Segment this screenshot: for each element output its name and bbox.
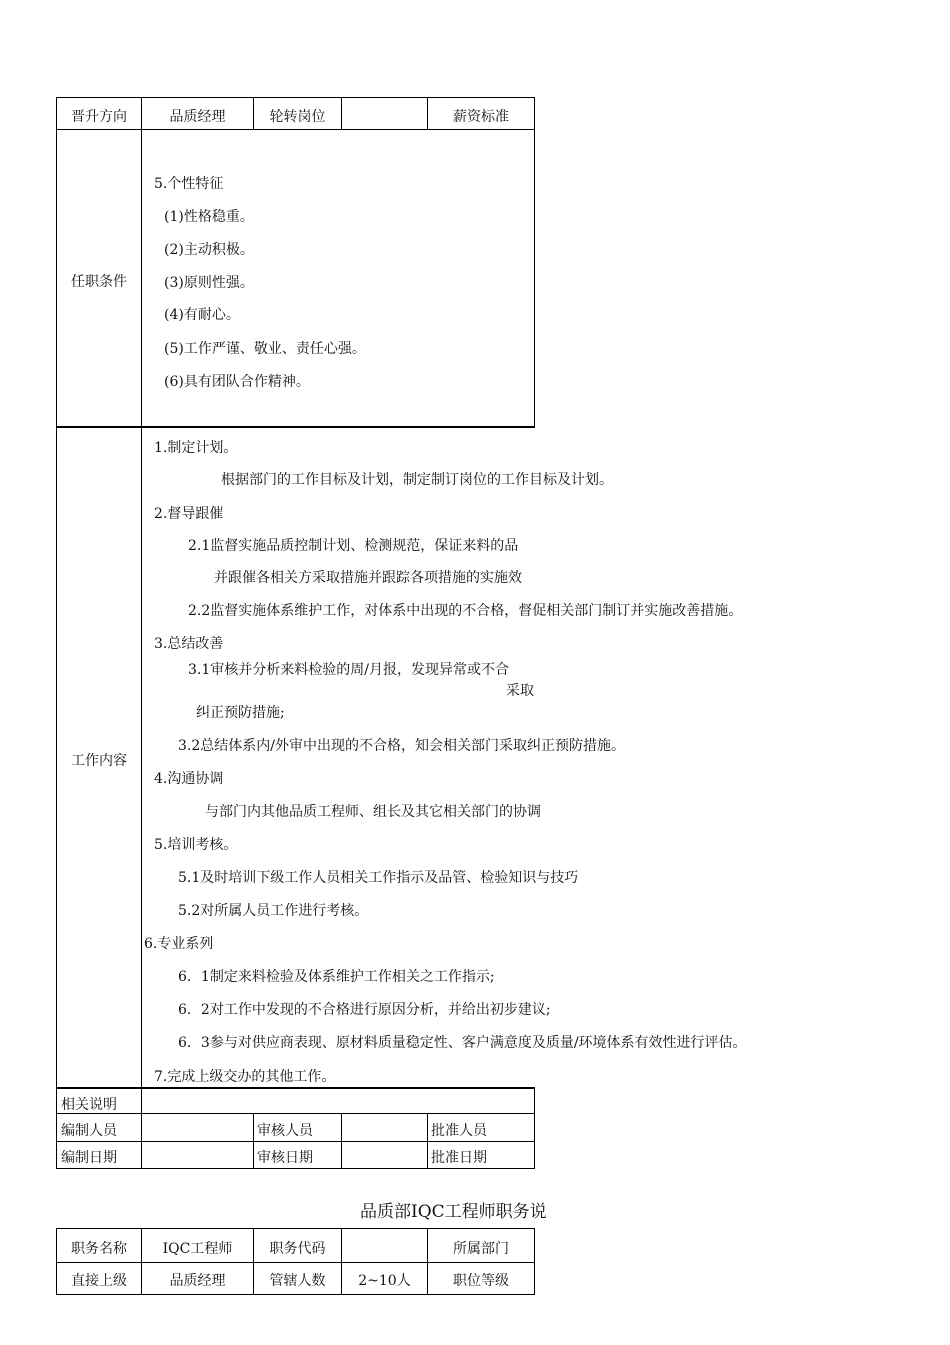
table-border (534, 1087, 535, 1169)
work-line: 6．1制定来料检验及体系维护工作相关之工作指示; (178, 969, 495, 985)
table-border (341, 1113, 342, 1169)
promotion-value: 品质经理 (169, 109, 226, 125)
work-line: 4.沟通协调 (154, 771, 224, 787)
work-line: 3.1审核并分析来料检验的周/月报，发现异常或不合 (188, 662, 509, 678)
work-line: 5.1及时培训下级工作人员相关工作指示及品管、检验知识与技巧 (178, 870, 579, 886)
work-line: 2.督导跟催 (154, 506, 224, 522)
qualification-line: (2)主动积极。 (164, 242, 254, 258)
work-line: 5.2对所属人员工作进行考核。 (178, 903, 369, 919)
work-line: 5.培训考核。 (154, 837, 238, 853)
table-border (56, 1087, 535, 1089)
approved-by-label: 批准人员 (431, 1123, 487, 1139)
table-border (427, 1113, 428, 1169)
work-line: 6．2对工作中发现的不合格进行原因分析，并给出初步建议; (178, 1002, 551, 1018)
qualification-line: (1)性格稳重。 (164, 209, 254, 225)
supervisor-value: 品质经理 (169, 1273, 226, 1289)
table-border (56, 1141, 535, 1142)
work-line: 与部门内其他品质工程师、组长及其它相关部门的协调 (205, 804, 541, 820)
work-line: 1.制定计划。 (154, 440, 238, 456)
job-name-label: 职务名称 (71, 1241, 127, 1257)
work-content-label: 工作内容 (71, 753, 127, 769)
reviewed-date-label: 审核日期 (257, 1150, 313, 1166)
table-border (56, 1294, 535, 1295)
table-border (56, 1113, 535, 1114)
table-border (56, 97, 535, 98)
headcount-label: 管辖人数 (269, 1273, 326, 1289)
department-label: 所属部门 (453, 1241, 509, 1257)
work-line: 3.总结改善 (154, 636, 224, 652)
approved-date-label: 批准日期 (431, 1150, 487, 1166)
notes-label: 相关说明 (61, 1097, 117, 1113)
qualification-line: (5)工作严谨、敬业、责任心强。 (164, 341, 366, 357)
qualification-line: (4)有耐心。 (164, 307, 240, 323)
work-line: 2.2监督实施体系维护工作，对体系中出现的不合格，督促相关部门制订并实施改善措施。 (188, 603, 743, 619)
work-line: 3.2总结体系内/外审中出现的不合格，知会相关部门采取纠正预防措施。 (178, 738, 625, 754)
reviewed-by-label: 审核人员 (257, 1123, 313, 1139)
table-border (56, 1228, 535, 1229)
work-line: 并跟催各相关方采取措施并跟踪各项措施的实施效 (214, 570, 522, 586)
table-border (341, 97, 342, 130)
qualification-line: (6)具有团队合作精神。 (164, 374, 310, 390)
rotation-label: 轮转岗位 (269, 109, 326, 125)
work-line: 根据部门的工作目标及计划，制定制订岗位的工作目标及计划。 (221, 472, 613, 488)
table-border (253, 1113, 254, 1169)
work-line: 纠正预防措施; (196, 705, 285, 721)
work-line: 2.1监督实施品质控制计划、检测规范，保证来料的品 (188, 538, 519, 554)
prepared-date-label: 编制日期 (61, 1150, 117, 1166)
job-name-value: IQC工程师 (162, 1241, 233, 1257)
qualification-line: 5.个性特征 (154, 176, 224, 192)
work-line: 7.完成上级交办的其他工作。 (154, 1069, 336, 1085)
table-border (56, 1168, 535, 1169)
work-line: 6.专业系列 (144, 936, 214, 952)
qualifications-label: 任职条件 (71, 274, 127, 290)
salary-label: 薪资标准 (453, 109, 509, 125)
document-title: 品质部IQC工程师职务说 (360, 1202, 547, 1222)
table-border (534, 97, 535, 427)
grade-label: 职位等级 (453, 1273, 509, 1289)
work-line: 6．3参与对供应商表现、原材料质量稳定性、客户满意度及质量/环境体系有效性进行评估。 (178, 1035, 747, 1051)
headcount-value: 2~10人 (358, 1273, 411, 1289)
work-line: 采取 (506, 683, 534, 699)
table-border (141, 97, 142, 1169)
table-border (56, 129, 535, 130)
job-code-label: 职务代码 (269, 1241, 326, 1257)
table-border (56, 426, 535, 428)
qualification-line: (3)原则性强。 (164, 275, 254, 291)
supervisor-label: 直接上级 (71, 1273, 127, 1289)
table-border (56, 1262, 535, 1263)
prepared-by-label: 编制人员 (61, 1123, 117, 1139)
table-border (534, 1228, 535, 1295)
table-border (56, 97, 57, 1169)
promotion-label: 晋升方向 (71, 109, 127, 125)
